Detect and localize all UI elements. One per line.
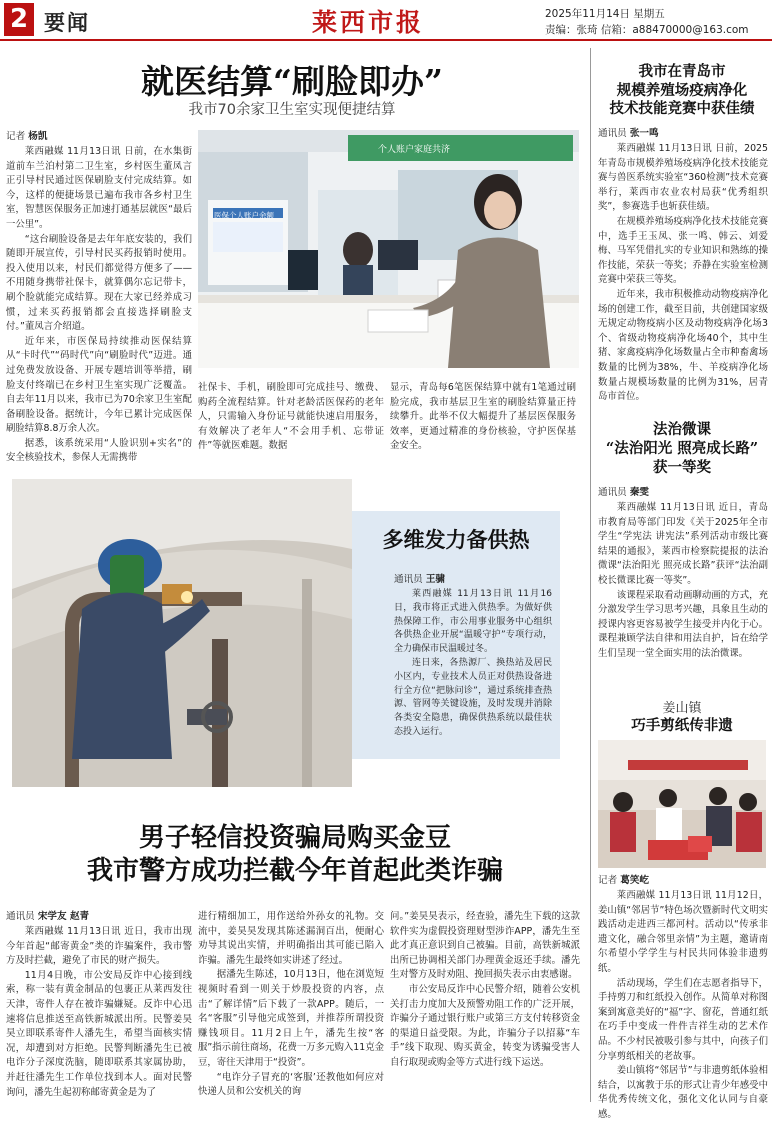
photo-screen-text: 医保个人账户余额 [214,211,274,220]
right2-title-line1: 法治微课 [653,421,711,438]
right1-para: 莱西融媒 11月13日讯 日前，2025年青岛市规模养殖场疫病净化技术技能竞赛与兽医系统实验室“360检测”技术竞赛举行，莱西市农业农村局获“优秀组织奖”，参赛选手也斩获佳绩。 [598,143,768,213]
column-divider [590,48,591,1102]
article1-para: 社保卡、手机，刷脸即可完成挂号、缴费、购药全流程结算。针对老龄活医保药的老年人，只需输入身份证号就能快速启用服务，有效解决了老年人“不会用手机、忘带证件”等就医难题。数据 [198,382,384,452]
right3-byline: 记者 葛笑屹 [598,875,650,886]
section-title: 要闻 [44,11,90,35]
article3-title-line2: 我市警方成功拦截今年首起此类诈骗 [86,856,503,886]
clinic-photo [198,130,579,368]
right1-para: 在规模养殖场疫病净化技术技能竞赛中，选手王玉凤、张一鸣、韩云、刘爱梅、马军凭借扎实的专业知识和熟练的操作技能，荣获一等奖；乔静在实验室检测竞赛中荣获三等奖。 [598,215,768,286]
article3-col2 [198,910,384,1100]
masthead: 莱西市报 [312,8,425,37]
right2-para: 该课程采取看动画聊动画的方式，充分激发学生学习思考兴趣，具象且生动的授课内容更容易被学生接受并内化于心。课程兼顾学法自律和用法自护，旨在给学生们呈现一堂全面实用的法治微课。 [598,589,768,659]
right3-kicker: 姜山镇 [662,701,702,716]
article1-para: 显示，青岛每6笔医保结算中就有1笔通过刷脸完成，我市基层卫生室的刷脸结算量正持续攀升。此举不仅大幅提升了基层医保服务效率，更通过精准的身份核验，守护医保基金安全。 [390,382,576,452]
article1-col1 [6,130,192,466]
right1-title-line2: 规模养殖场疫病净化 [616,81,748,99]
photo-sign-text: 个人账户家庭共济 [378,145,451,155]
article2-title: 多维发力备供热 [382,527,530,552]
right1-para: 近年来，我市积极推动动物疫病净化场的创建工作，截至目前，共创建国家级无规定动物疫病小区及动物疫病净化场3个、省级动物疫病净化场40个，其中生猪、家禽疫病净化场数量占全市种畜禽场数量的比例为38%，牛、羊疫病净化场数量占规模场数量的比例为31%，居青岛市首位。 [598,288,768,403]
article3-para: 市公安局反诈中心民警介绍，随着公安机关打击力度加大及预警劝阻工作的广泛开展，诈骗分子通过银行账户或第三方支付转移资金的渠道日益受限。为此，诈骗分子以招募“车手”线下取现、购买黄金，转变为诱骗受害人自行取现或购金等方式进行线下运送。 [390,983,580,1068]
article3-col3 [390,910,580,1071]
article3-para: “电诈分子冒充的‘客服’还教他如何应对快递人员和公安机关的询 [198,1071,384,1098]
right3-title: 巧手剪纸传非遗 [631,717,733,734]
right3-body [598,874,768,1123]
article3-para: 问。”姜昊昊表示，经查验，潘先生下载的这款软件实为虚假投资理财型涉诈APP，潘先生至此才真正意识到自己被骗。目前，高铁新城派出所已协调相关部门办理黄金返还手续。潘先生对警方及时劝阻、挽回损失表示由衷感谢。 [390,911,580,981]
right3-para: 姜山镇将“邻居节”与非遗剪纸体验相结合，以寓教于乐的形式让青少年感受中华优秀传统文化，强化文化认同与自豪感。 [598,1065,768,1120]
right1-title-line3: 技术技能竞赛中获佳绩 [609,100,755,117]
article2-body [394,573,552,740]
right3-para: 活动现场，学生们在志愿者指导下，手持剪刀和红纸投入创作。从简单对称图案到寓意美好的“福”字、窗花，普通红纸在巧手中变成一件件吉祥生动的艺术作品。不少村民被吸引参与其中，向孩子们分享剪纸相关的老故事。 [598,977,768,1062]
article3-title [8,822,582,888]
article1-para: 据悉，该系统采用“人脸识别+实名”的安全核验技术，参保人无需携带 [6,437,192,464]
right3-para: 莱西融媒 11月13日讯 11月12日，姜山镇“邻居节”特色场次暨新时代文明实践活动走进西三都河村。活动以“传承非遗文化，融合邻里亲情”为主题，邀请南尔希望小学学生与村民共同体验非遗剪纸。 [598,890,768,974]
article3-para: 莱西融媒 11月13日讯 近日，我市出现今年首起“邮寄黄金”类的诈骗案件，我市警方及时拦截，避免了市民的财产损失。 [6,926,192,967]
header-rule [0,39,772,41]
right2-title [598,420,766,477]
heating-photo [12,479,352,787]
page-number-badge: 2 [4,3,34,36]
article1-para: 近年来，市医保局持续推动医保结算从“卡时代”“码时代”向“刷脸时代”迈进。通过免费发放设备、开展专题培训等举措，刷脸支付终端已在乡村卫生室实现广泛覆盖。自去年11月以来，我市已为70余家卫生室配备刷脸设备。据统计，今年已累计完成医保刷脸结算8.8万余人次。 [6,335,192,435]
article2-para: 连日来，各热源厂、换热站及居民小区内，专业技术人员正对供热设备进行全方位“把脉问诊”，通过系统排查热源、管网等关键设施，及时发现并消除各类安全隐患，确保供热系统以最佳状态投入运行。 [394,657,552,737]
article3-para: 进行精细加工，用作送给外孙女的礼物。交流中，姜昊昊发现其陈述漏洞百出，便耐心劝导其说出实情，并明确指出其可能已陷入诈骗。潘先生最终如实讲述了经过。 [198,911,384,966]
right2-byline: 通讯员 秦雯 [598,487,650,498]
article1-title: 就医结算“刷脸即办” [141,62,443,101]
article1-byline: 记者 杨凯 [6,131,48,142]
right2-body [598,486,768,662]
article1-para: 莱西融媒 11月13日讯 日前，在水集街道前车兰泊村第二卫生室，乡村医生董凤言正引导村民通过医保刷脸支付完成结算。如今，这样的便捷场景已遍布我市各乡村卫生室，智慧医保服务正加速打通基层就医“最后一公里”。 [6,146,192,230]
right1-title [598,63,766,119]
article3-byline: 通讯员 宋学友 赵青 [6,911,90,922]
right1-byline: 通讯员 张一鸣 [598,128,659,139]
right2-title-line3: 获一等奖 [653,459,711,476]
article3-para: 11月4日晚，市公安局反诈中心接到线索，称一装有黄金制品的包裹正从莱西发往天津，寄件人存在被诈骗嫌疑。反诈中心迅速将信息推送至高铁新城派出所。民警姜昊昊立即联系寄件人潘先生，希望当面核实情况，却遭到对方拒绝。民警判断潘先生已被电诈分子深度洗脑，随即联系其家属协助，并赶往潘先生工作单位找到本人。面对民警询问，潘先生起初称邮寄黄金是为了 [6,969,192,1098]
date-line: 2025年11月14日 星期五 [545,8,665,20]
right2-title-line2: “法治阳光 照亮成长路” [605,440,759,457]
article3-col1 [6,910,192,1100]
article1-col3 [390,381,576,454]
article1-subtitle: 我市70余家卫生室实现便捷结算 [188,102,396,118]
right1-title-line1: 我市在青岛市 [638,63,726,80]
article2-byline: 通讯员 王骕 [394,574,446,585]
right2-para: 莱西融媒 11月13日讯 近日，青岛市教育局等部门印发《关于2025年全市学生“学宪法 讲宪法”系列活动市级比赛结果的通报》，莱西市检察院提报的法治微课“法治阳光 照亮成长路”获评“法治副校长微课比赛一等奖”。 [598,502,768,586]
article3-para: 据潘先生陈述，10月13日，他在浏览短视频时看到一则关于炒股投资的内容，点击“了解详情”后下载了一款APP。随后，一名“客服”引导他完成签到，并推荐所谓投资赚钱项目。11月2日上午，潘先生按“客服”指示前往商场，花费一万多元购入11克金豆，寄往天津用于“投资”。 [198,969,384,1068]
papercut-photo [598,740,766,868]
article2-para: 莱西融媒 11月13日讯 11月16日，我市将正式进入供热季。为做好供热保障工作，市公用事业服务中心组织各供热企业开展“温暖守护”专项行动，全力确保市民温暖过冬。 [394,589,552,655]
article3-title-line1: 男子轻信投资骗局购买金豆 [138,823,451,853]
article1-para: “这台刷脸设备是去年年底安装的，我们随即开展宣传，引导村民买药报销时使用。投入使用以来，村民们都觉得方便多了——不用随身携带社保卡，就算偶尔忘记带卡，刷个脸就能完成结算。现在大家已经养成习惯，过来买药报销都会直接选择刷脸支付。”董凤言介绍道。 [6,233,192,333]
article1-col2 [198,381,384,454]
editor-line: 责编：张琦 信箱：a88470000@163.com [545,24,749,36]
right1-body [598,127,768,405]
